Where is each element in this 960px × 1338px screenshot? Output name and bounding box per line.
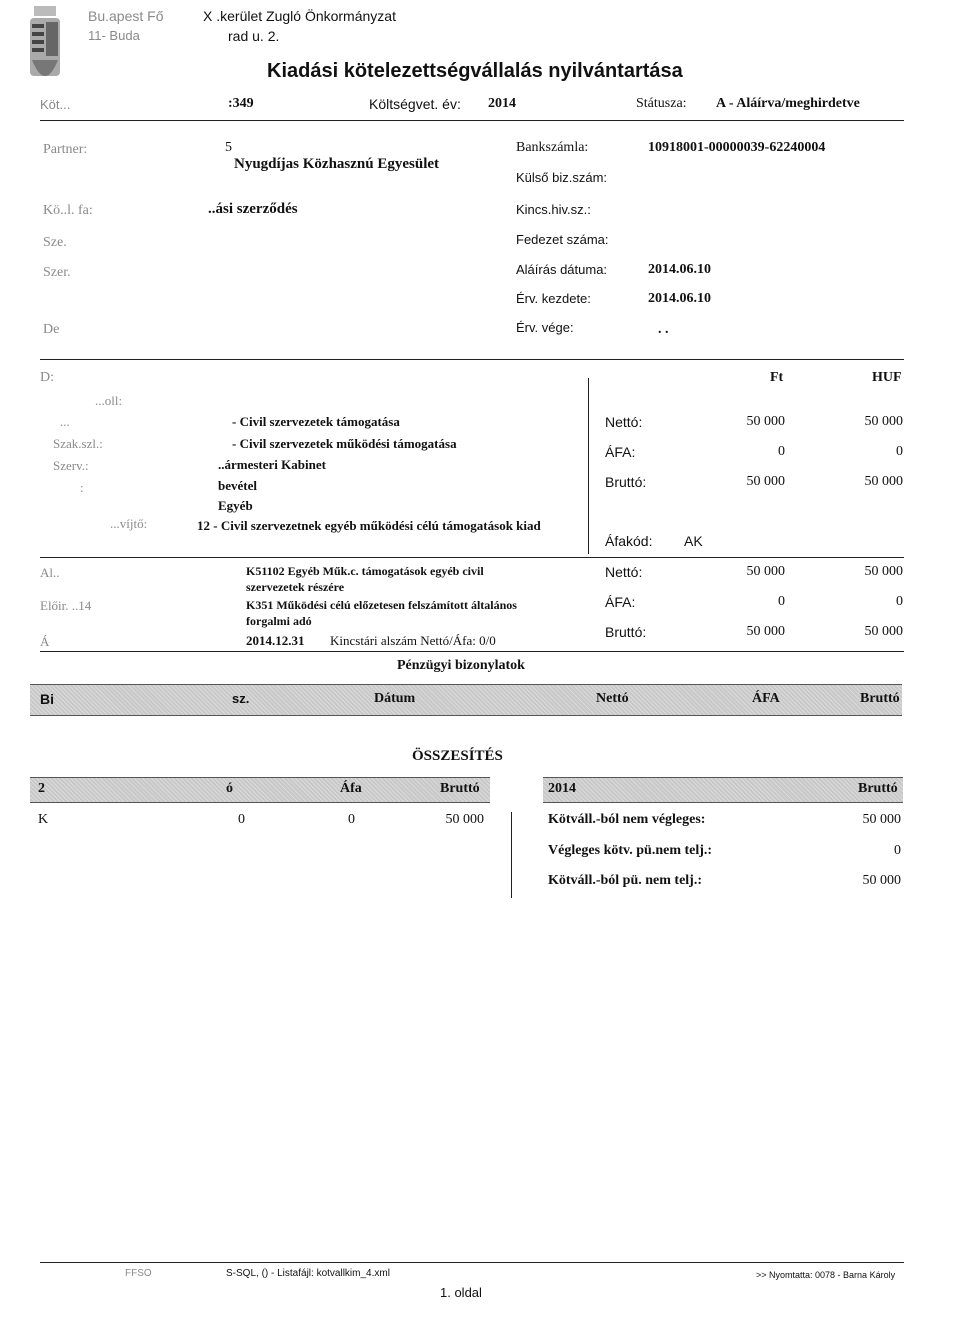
- org-address-part1: 11- Buda: [88, 28, 140, 43]
- summary-vertical-divider: [511, 812, 512, 898]
- summary-row-3-value: 50 000: [862, 873, 901, 888]
- col-huf-header: HUF: [872, 370, 902, 385]
- class-label-5: :: [80, 480, 84, 495]
- contract-type: ..ási szerződés: [208, 201, 298, 217]
- status-label: Státusza:: [636, 96, 687, 111]
- doc-col-netto: Nettó: [596, 691, 629, 706]
- coverage-label: Fedezet száma:: [516, 232, 609, 247]
- doc-col-date: Dátum: [374, 691, 416, 706]
- ledger-line-1: K51102 Egyéb Műk.c. támogatások egyéb civil: [246, 564, 484, 578]
- ledger-afa-huf: 0: [896, 594, 903, 609]
- org-address: rad u. 2.: [228, 28, 280, 44]
- valid-to-label: Érv. vége:: [516, 320, 574, 335]
- ledger-afa-ft: 0: [778, 594, 785, 609]
- summary-title: ÖSSZESÍTÉS: [412, 748, 503, 764]
- summary-row-1-value: 50 000: [862, 812, 901, 827]
- valid-to: . .: [658, 322, 669, 337]
- class-line-6: 12 - Civil szervezetnek egyéb működési célú támogatások kiad: [197, 518, 541, 533]
- document-title: Kiadási kötelezettségvállalás nyilvántartása: [267, 60, 683, 82]
- bank-account-label: Bankszámla:: [516, 140, 589, 155]
- partner-name: Nyugdíjas Közhasznú Egyesület: [234, 156, 440, 172]
- partner-label: Partner:: [43, 142, 88, 157]
- class-line-5: Egyéb: [218, 498, 253, 513]
- summary-left-row-afa: 0: [348, 812, 355, 827]
- class-line-4: bevétel: [218, 478, 257, 493]
- treasury-label: Kincs.hiv.sz.:: [516, 202, 591, 217]
- class-line-2: - Civil szervezetek működési támogatása: [232, 436, 457, 451]
- ledger-divider: [40, 651, 904, 652]
- kot-label: Köt...: [40, 97, 71, 112]
- afa-ft: 0: [778, 444, 785, 459]
- class-label-2: ...: [60, 414, 70, 429]
- szer2-label: Szer.: [43, 265, 71, 280]
- summary-row-1-label: Kötváll.-ból nem végleges:: [548, 812, 706, 827]
- summary-left-row-brutto: 50 000: [445, 812, 484, 827]
- documents-title: Pénzügyi bizonylatok: [397, 658, 525, 673]
- summary-left-col-1: 2: [38, 781, 45, 796]
- ledger-line-2: K351 Működési célú előzetesen felszámított általános: [246, 598, 517, 612]
- partner-divider: [40, 359, 904, 360]
- ledger-label-2: Előir. ..14: [40, 598, 92, 613]
- org-name-part1: Bu.apest Fő: [88, 8, 164, 24]
- sign-date-label: Aláírás dátuma:: [516, 262, 608, 277]
- ledger-label-3: Á: [40, 634, 50, 649]
- afa-label: ÁFA:: [605, 444, 636, 460]
- summary-right-header-bar: [543, 777, 903, 803]
- ledger-netto-huf: 50 000: [864, 564, 903, 579]
- class-vertical-divider: [588, 378, 589, 554]
- brutto-ft: 50 000: [746, 474, 785, 489]
- ledger-brutto-ft: 50 000: [746, 624, 785, 639]
- ledger-line-2b: forgalmi adó: [246, 614, 312, 628]
- ledger-netto-ft: 50 000: [746, 564, 785, 579]
- summary-left-header-bar: [30, 777, 490, 803]
- netto-label: Nettó:: [605, 414, 643, 430]
- coat-of-arms-icon: [26, 0, 64, 100]
- ledger-line-1b: szervezetek részére: [246, 580, 345, 594]
- summary-left-col-4: Bruttó: [440, 781, 480, 796]
- summary-row-2-value: 0: [894, 843, 901, 858]
- valid-from: 2014.06.10: [648, 291, 711, 306]
- ledger-label-1: Al..: [40, 565, 60, 580]
- ledger-brutto-label: Bruttó:: [605, 624, 647, 640]
- ledger-netto-label: Nettó:: [605, 564, 643, 580]
- bank-account-value: 10918001-00000039-62240004: [648, 140, 826, 155]
- sign-date: 2014.06.10: [648, 262, 711, 277]
- budget-year-label: Költségvet. év:: [369, 96, 461, 112]
- doc-col-bi: Bi: [40, 691, 54, 707]
- szer-label: Sze.: [43, 235, 67, 250]
- footer-printed-by: >> Nyomtatta: 0078 - Barna Károly: [756, 1270, 896, 1280]
- afa-huf: 0: [896, 444, 903, 459]
- page-number: 1. oldal: [440, 1285, 482, 1300]
- doc-col-brutto: Bruttó: [860, 691, 900, 706]
- summary-year: 2014: [548, 781, 576, 796]
- footer-left: FFSO: [125, 1268, 152, 1279]
- class-line-1: - Civil szervezetek támogatása: [232, 414, 400, 429]
- summary-left-row-net: 0: [238, 812, 245, 827]
- external-doc-label: Külső biz.szám:: [516, 170, 608, 185]
- class-label-3: Szak.szl.:: [53, 436, 103, 451]
- class-label-1: ...oll:: [95, 393, 123, 408]
- ledger-brutto-huf: 50 000: [864, 624, 903, 639]
- summary-row-3-label: Kötváll.-ból pü. nem telj.:: [548, 873, 702, 888]
- ledger-date: 2014.12.31: [246, 633, 305, 648]
- kot-value: :349: [228, 96, 254, 111]
- classification-divider: [40, 557, 904, 558]
- header-divider: [40, 120, 904, 121]
- col-ft-header: Ft: [770, 370, 784, 385]
- doc-col-sz: sz.: [232, 691, 250, 706]
- ledger-afa-label: ÁFA:: [605, 594, 636, 610]
- partner-code: 5: [225, 140, 232, 155]
- summary-left-col-2: ó: [226, 781, 233, 796]
- status-value: A - Aláírva/meghirdetve: [716, 96, 860, 111]
- summary-row-2-label: Végleges kötv. pü.nem telj.:: [548, 843, 713, 858]
- summary-left-row-label: K: [38, 812, 49, 827]
- d-label: D:: [40, 370, 54, 385]
- afakod-value: AK: [684, 533, 703, 549]
- brutto-label: Bruttó:: [605, 474, 647, 490]
- valid-from-label: Érv. kezdete:: [516, 291, 591, 306]
- budget-year: 2014: [488, 96, 516, 111]
- ledger-kincstar: Kincstári alszám Nettó/Áfa: 0/0: [330, 633, 496, 648]
- summary-right-brutto: Bruttó: [858, 781, 898, 796]
- org-name: X .kerület Zugló Önkormányzat: [203, 8, 396, 24]
- footer-divider: [40, 1262, 904, 1263]
- doc-col-afa: ÁFA: [752, 691, 780, 706]
- class-line-3: ..ármesteri Kabinet: [218, 457, 326, 472]
- contract-type-label: Kö..l. fa:: [43, 203, 93, 218]
- de-label: De: [43, 322, 60, 337]
- netto-huf: 50 000: [864, 414, 903, 429]
- summary-left-col-3: Áfa: [340, 781, 362, 796]
- netto-ft: 50 000: [746, 414, 785, 429]
- afakod-label: Áfakód:: [605, 533, 653, 549]
- brutto-huf: 50 000: [864, 474, 903, 489]
- class-label-4: Szerv.:: [53, 458, 89, 473]
- class-label-6: ...víjtő:: [110, 516, 148, 531]
- footer-source: S-SQL, () - Listafájl: kotvallkim_4.xml: [226, 1268, 390, 1279]
